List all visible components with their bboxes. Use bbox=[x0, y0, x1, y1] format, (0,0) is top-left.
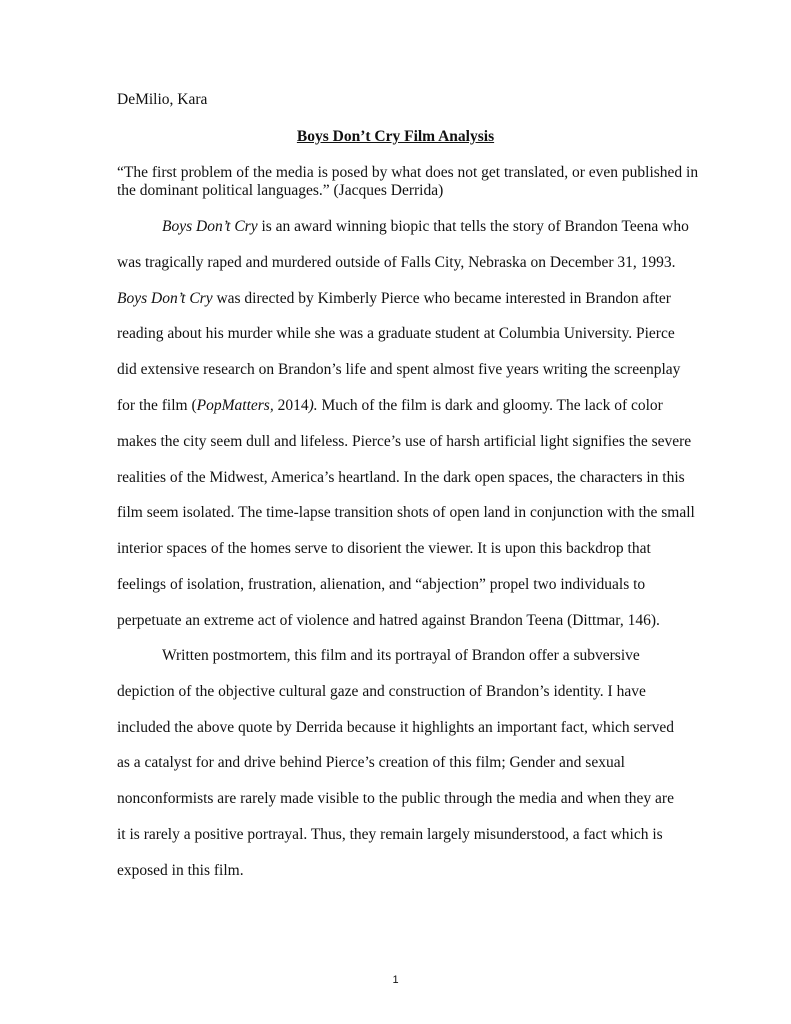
body-paragraph-2 bbox=[117, 647, 707, 898]
paragraph-line: as a catalyst for and drive behind Pierce’s creation of this film; Gender and sexual bbox=[117, 754, 625, 772]
line-text: is an award winning biopic that tells the story of Brandon Teena who bbox=[257, 218, 689, 235]
line-text: for the film ( bbox=[117, 396, 197, 414]
paragraph-line: exposed in this film. bbox=[117, 861, 244, 879]
paragraph-line: depiction of the objective cultural gaze and construction of Brandon’s identity. I have bbox=[117, 682, 646, 700]
paragraph-line: Written postmortem, this film and its portrayal of Brandon offer a subversive bbox=[162, 647, 640, 664]
epigraph-line: “The first problem of the media is posed by what does not get translated, or even published in bbox=[117, 164, 699, 181]
line-text: was directed by Kimberly Pierce who became interested in Brandon after bbox=[212, 289, 671, 307]
epigraph-quote bbox=[117, 164, 707, 200]
author-name: DeMilio, Kara bbox=[117, 91, 208, 108]
paragraph-line: it is rarely a positive portrayal. Thus, they remain largely misunderstood, a fact which is bbox=[117, 825, 663, 843]
page-number: 1 bbox=[392, 974, 399, 986]
paragraph-line: realities of the Midwest, America’s heartland. In the dark open spaces, the characters in this bbox=[117, 468, 685, 486]
paragraph-line: makes the city seem dull and lifeless. Pierce’s use of harsh artificial light signifies the severe bbox=[117, 432, 692, 450]
line-text: Much of the film is dark and gloomy. The lack of color bbox=[317, 396, 663, 414]
document-title: Boys Don’t Cry Film Analysis bbox=[296, 128, 495, 145]
paragraph-line bbox=[117, 397, 707, 433]
body-paragraph-1 bbox=[117, 218, 707, 648]
paragraph-line: film seem isolated. The time-lapse transition shots of open land in conjunction with the small bbox=[117, 504, 695, 522]
paragraph-line: included the above quote by Derrida because it highlights an important fact, which served bbox=[117, 718, 674, 736]
citation-italic: PopMatters, bbox=[196, 396, 274, 414]
paragraph-line bbox=[117, 290, 707, 326]
paragraph-line: feelings of isolation, frustration, alienation, and “abjection” propel two individuals to bbox=[117, 575, 646, 593]
paragraph-line: reading about his murder while she was a graduate student at Columbia University. Pierce bbox=[117, 325, 675, 343]
paragraph-line: did extensive research on Brandon’s life and spent almost five years writing the screenplay bbox=[117, 361, 681, 379]
epigraph-line: the dominant political languages.” (Jacques Derrida) bbox=[117, 182, 444, 199]
paragraph-line bbox=[117, 218, 707, 254]
film-title-italic: Boys Don’t Cry bbox=[162, 218, 258, 235]
paragraph-line: interior spaces of the homes serve to disorient the viewer. It is upon this backdrop that bbox=[117, 540, 651, 558]
paragraph-line: nonconformists are rarely made visible to the public through the media and when they are bbox=[117, 790, 674, 808]
paragraph-line: was tragically raped and murdered outside of Falls City, Nebraska on December 31, 1993. bbox=[117, 253, 676, 271]
film-title-italic: Boys Don’t Cry bbox=[117, 289, 213, 307]
citation-italic: ). bbox=[308, 396, 318, 414]
line-text: 2014 bbox=[273, 396, 309, 414]
paragraph-line: perpetuate an extreme act of violence and hatred against Brandon Teena (Dittmar, 146). bbox=[117, 611, 660, 629]
